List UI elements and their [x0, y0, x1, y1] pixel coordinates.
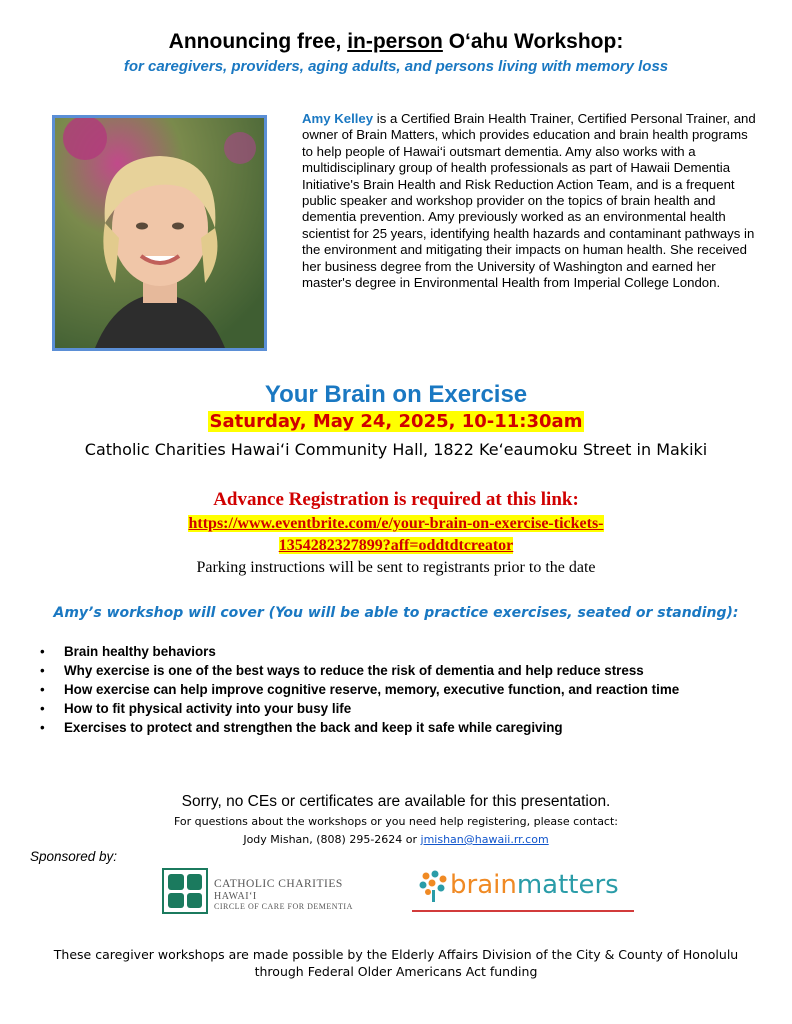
topic-item: • Brain healthy behaviors: [40, 644, 216, 659]
title-prefix: Announcing free,: [168, 30, 342, 53]
event-date-line: [0, 411, 792, 432]
contact-email-link[interactable]: jmishan@hawaii.rr.com: [420, 833, 549, 846]
cc-name-line2: HAWAI‘I: [214, 891, 257, 902]
topic-item: • How exercise can help improve cognitive reserve, memory, executive function, and reaction time: [40, 682, 680, 697]
registration-link-line2[interactable]: 1354282327899?aff=oddtdtcreator: [278, 537, 514, 554]
bullet-icon: •: [40, 644, 45, 659]
funding-note-line2: through Federal Older Americans Act funding: [254, 964, 538, 979]
brainmatters-part2: matters: [516, 870, 619, 900]
title-emphasis: in-person: [347, 30, 443, 53]
topic-list: [38, 643, 758, 738]
topic-item: • How to fit physical activity into your busy life: [40, 701, 352, 716]
cc-name-line1: CATHOLIC CHARITIES: [214, 878, 343, 890]
event-date: Saturday, May 24, 2025, 10-11:30am: [209, 411, 583, 432]
catholic-charities-emblem-icon: [162, 868, 208, 914]
flyer-subtitle: for caregivers, providers, aging adults, and persons living with memory loss: [123, 58, 669, 75]
cc-name-line3: CIRCLE OF CARE FOR DEMENTIA: [214, 902, 353, 911]
no-ce-notice: Sorry, no CEs or certificates are available for this presentation.: [181, 793, 611, 810]
bullet-icon: •: [40, 663, 45, 678]
topic-item: • Exercises to protect and strengthen the back and keep it safe while caregiving: [40, 720, 563, 735]
questions-note: For questions about the workshops or you need help registering, please contact:: [173, 815, 619, 828]
coverage-heading: Amy’s workshop will cover (You will be able to practice exercises, seated or standing):: [53, 605, 739, 621]
presenter-bio: [302, 111, 762, 291]
parking-note: Parking instructions will be sent to registrants prior to the date: [196, 559, 596, 576]
presenter-name: Amy Kelley: [302, 111, 374, 126]
brainmatters-logo: [412, 866, 634, 914]
bullet-icon: •: [40, 701, 45, 716]
contact-line: [0, 833, 792, 846]
brain-tree-icon: [418, 870, 448, 902]
brainmatters-underline: [412, 910, 634, 912]
bullet-icon: •: [40, 682, 45, 697]
topic-item: • Why exercise is one of the best ways to reduce the risk of dementia and help reduce stress: [40, 663, 644, 678]
catholic-charities-logo: [162, 868, 352, 916]
contact-person: Jody Mishan, (808) 295-2624 or: [243, 833, 421, 846]
sponsored-label: Sponsored by:: [30, 849, 118, 864]
brainmatters-wordmark: [450, 870, 619, 900]
presenter-photo: [52, 115, 267, 351]
registration-link[interactable]: [0, 513, 792, 557]
registration-heading: Advance Registration is required at this link:: [213, 489, 579, 510]
registration-link-line1[interactable]: https://www.eventbrite.com/e/your-brain-on-exercise-tickets-: [188, 515, 604, 532]
bio-text: is a Certified Brain Health Trainer, Certified Personal Trainer, and owner of Brain Matters, which provides education and brain health programs to help people of Hawai‘i outsmart dementia. Amy also works with a multidisciplinary group of health professionals as part of Hawaii Dementia Initiative's Brain Health and Risk Reduction Action Team, and is a frequent public speaker and workshop provider on the topics of brain health and dementia prevention. Amy previously worked as an environmental health scientist for 25 years, identifying health hazards and contaminant pathways in the environment and mitigating their impacts on human health. She received her business degree from the University of Washington and earned her master's degree in Environmental Health from Imperial College London.: [302, 111, 756, 291]
flyer-title: [0, 30, 792, 54]
event-location: Catholic Charities Hawai‘i Community Hall, 1822 Ke‘eaumoku Street in Makiki: [84, 440, 708, 459]
event-title: Your Brain on Exercise: [264, 381, 528, 408]
portrait-illustration: [55, 118, 264, 348]
funding-note-line1: These caregiver workshops are made possible by the Elderly Affairs Division of the City & County of Honolulu: [53, 947, 739, 962]
brainmatters-part1: brain: [450, 870, 517, 900]
title-suffix: O‘ahu Workshop:: [448, 30, 624, 53]
bullet-icon: •: [40, 720, 45, 735]
